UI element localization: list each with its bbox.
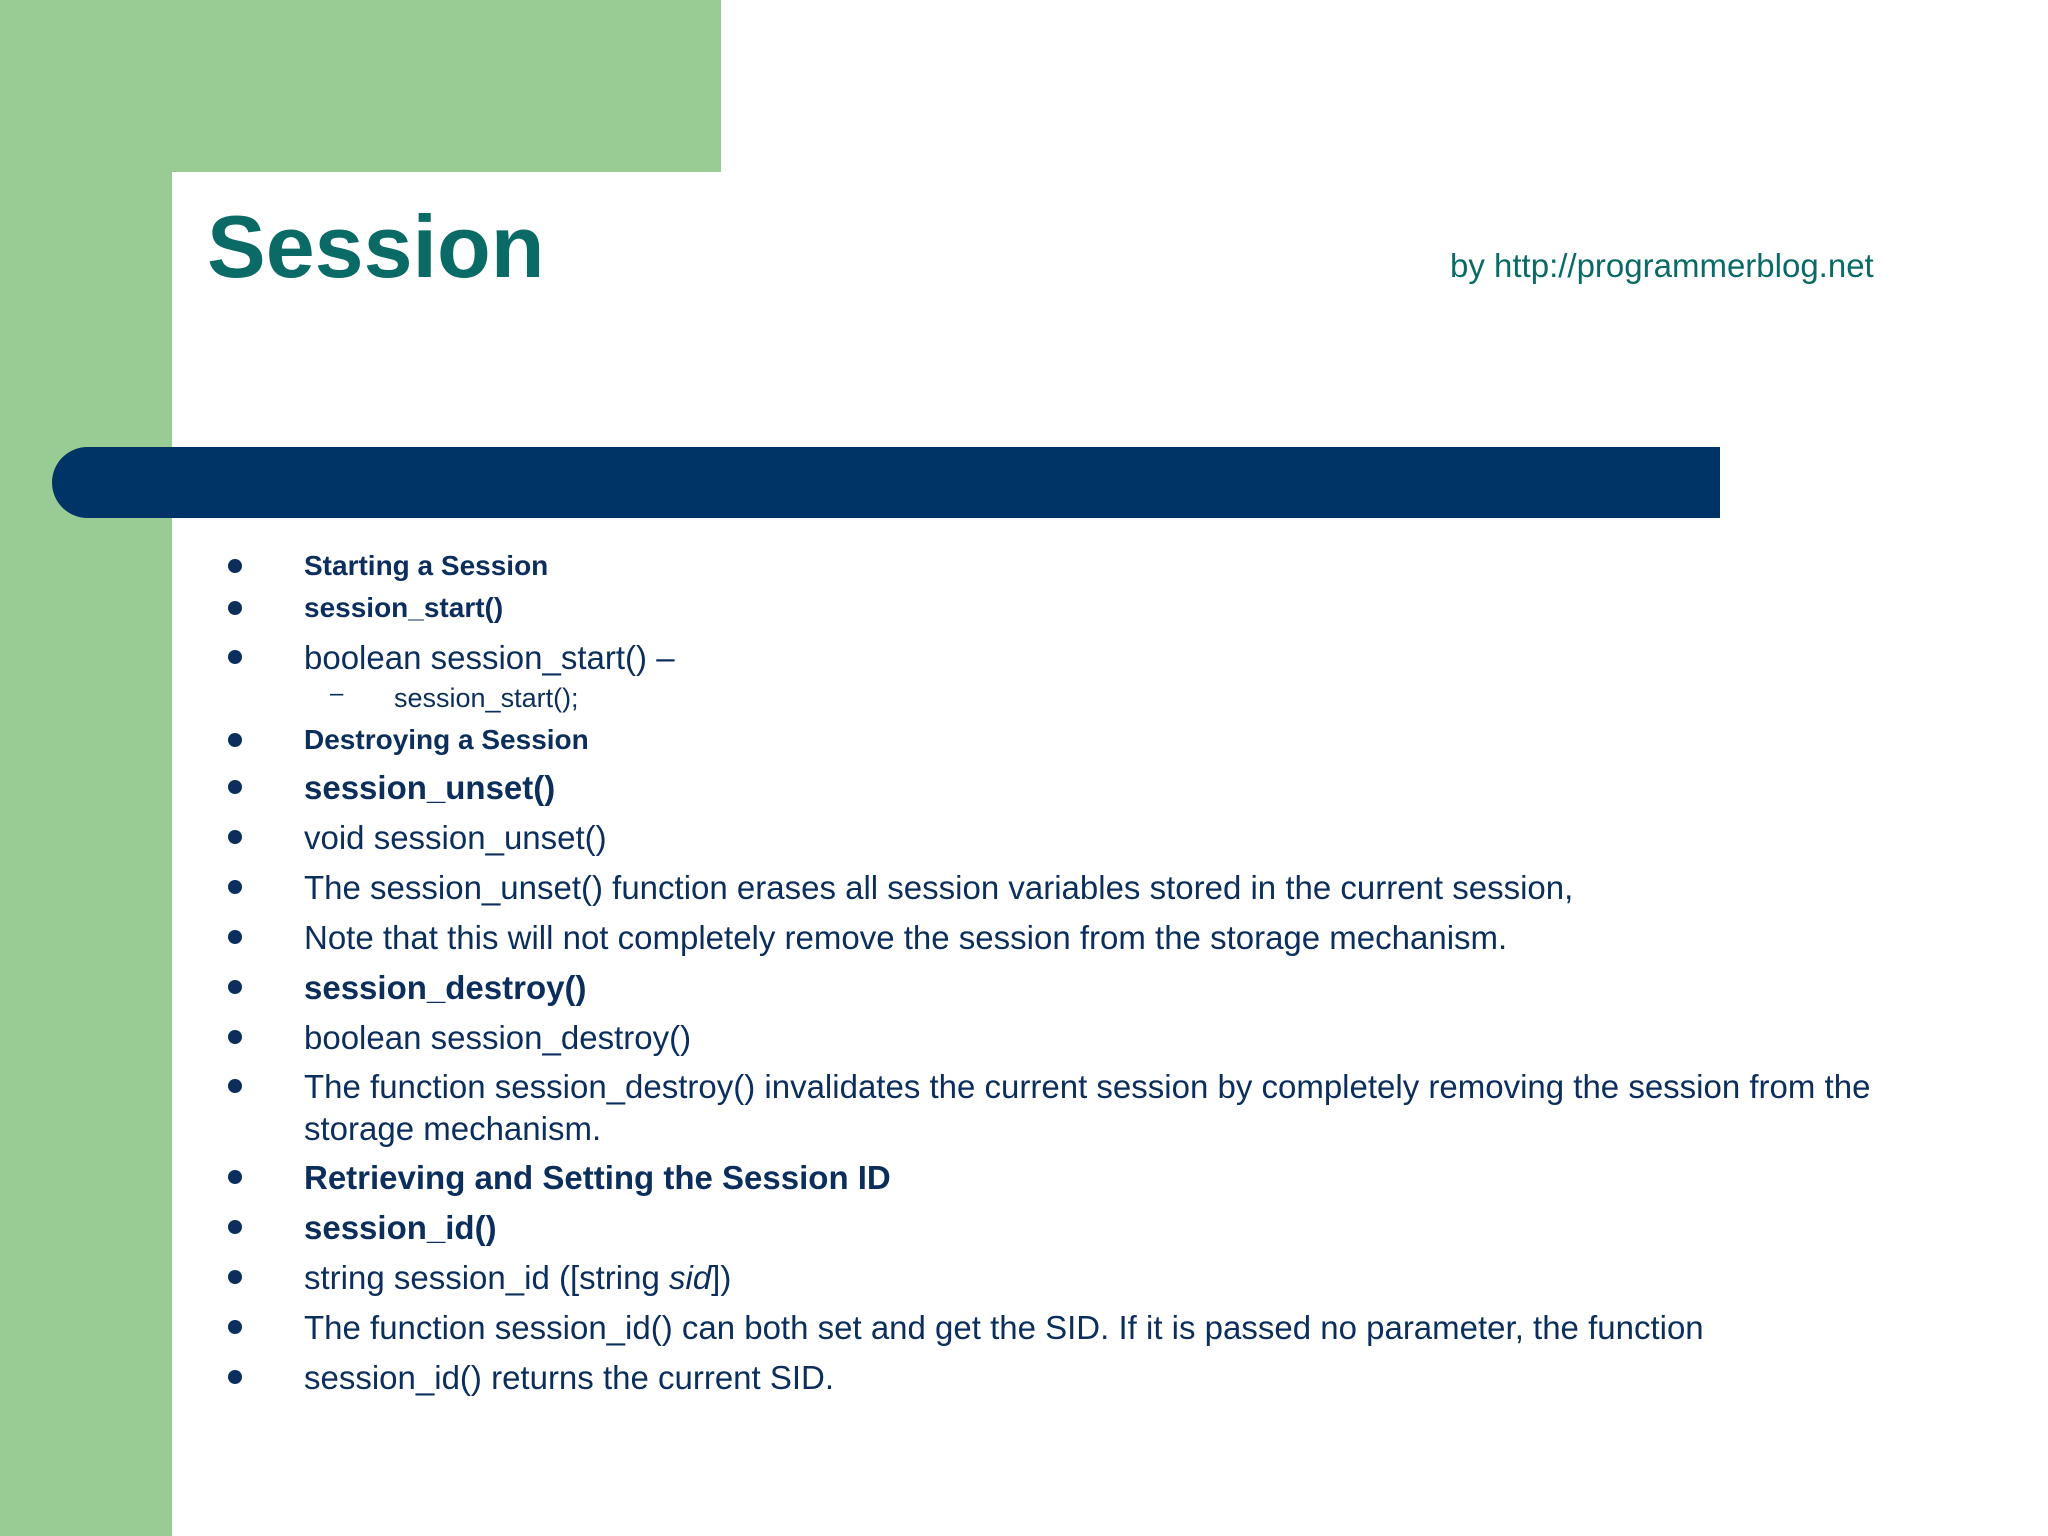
bullet-dot [228, 980, 242, 994]
list-item-text [304, 1257, 1964, 1299]
list-item-text: The session_unset() function erases all session variables stored in the current session, [304, 869, 1574, 906]
bullet-dot [228, 1170, 242, 1184]
bullet-dot [228, 780, 242, 794]
bullet-dot [228, 650, 242, 664]
slide-title: Session [207, 197, 545, 296]
bullet-dot [228, 1370, 242, 1384]
bullet-dot [228, 733, 242, 747]
bullet-dot [228, 601, 242, 615]
list-item-text: The function session_id() can both set and get the SID. If it is passed no parameter, the function [304, 1309, 1704, 1346]
list-item-text: Note that this will not completely remove the session from the storage mechanism. [304, 919, 1508, 956]
list-item-text: The function session_destroy() invalidates the current session by completely removing the session from the storage mechanism. [304, 1068, 1871, 1147]
list-item-text: session_start() [304, 592, 504, 623]
bullet-dot [228, 1030, 242, 1044]
signature-param: sid [668, 1259, 712, 1296]
list-item-text: Retrieving and Setting the Session ID [304, 1159, 891, 1196]
list-item-text: Destroying a Session [304, 724, 589, 755]
list-item-text: void session_unset() [304, 819, 607, 856]
bullet-dot [228, 1320, 242, 1334]
signature-suffix: ]) [711, 1259, 732, 1296]
sub-list-item-text: session_start(); [394, 683, 579, 713]
bullet-dot [228, 559, 242, 573]
bullet-dot [228, 880, 242, 894]
list-item-text: boolean session_start() – [304, 639, 675, 676]
bullet-dot [228, 1270, 242, 1284]
list-item-text: session_id() returns the current SID. [304, 1359, 835, 1396]
list-item-text: boolean session_destroy() [304, 1019, 692, 1056]
list-item-text: session_destroy() [304, 969, 587, 1006]
bullet-dot [228, 1220, 242, 1234]
signature-prefix: string session_id ([string [304, 1259, 669, 1296]
bullet-dot [228, 830, 242, 844]
bullet-dot [228, 1079, 242, 1093]
list-item-text: Starting a Session [304, 550, 549, 581]
list-item-text: session_unset() [304, 769, 556, 806]
dash-marker: – [330, 680, 344, 707]
slide-byline: by http://programmerblog.net [1450, 247, 1874, 284]
bullet-dot [228, 930, 242, 944]
list-item-text: session_id() [304, 1209, 497, 1246]
